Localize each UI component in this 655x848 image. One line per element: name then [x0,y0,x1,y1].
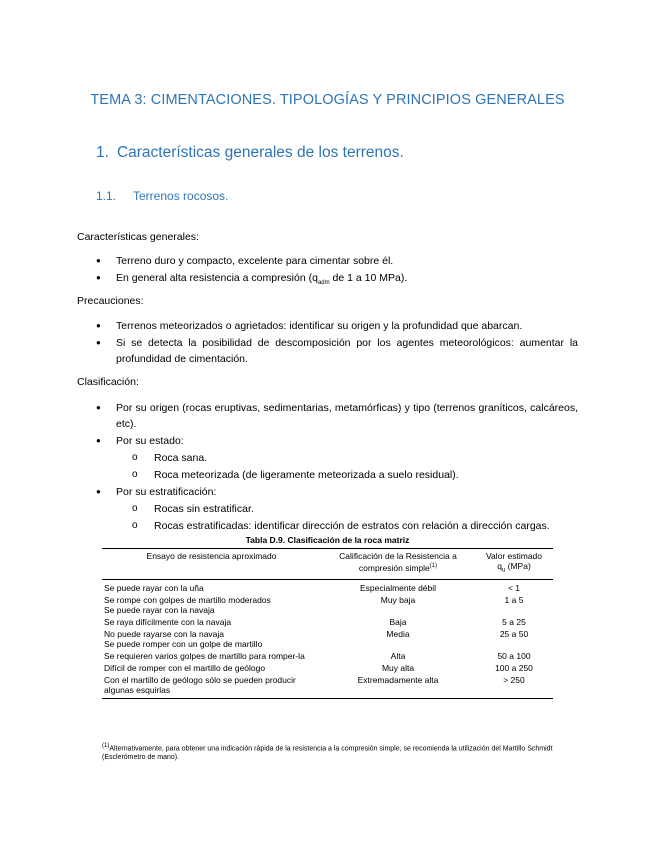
precauciones-list [96,318,578,368]
table-row: Difícil de romper con el martillo de geólogo Muy alta 100 a 250 [104,662,533,673]
table-row: Se raya difícilmente con la navaja Baja 5 a 25 [104,616,526,627]
sub-list-item: o Roca sana. [116,450,578,466]
section-number: 1. [96,144,109,161]
subsection-number: 1.1. [96,189,117,203]
list-item: ● Por su estado: o Roca sana. o Roca meteorizada (de ligeramente meteorizada a suelo residual). [96,433,578,483]
sub-list-item: o Rocas sin estratificar. [116,501,578,517]
list-item: ● Terreno duro y compacto, excelente para cimentar sobre él. [96,253,578,269]
table-row: Se puede rayar con la uña Especialmente débil < 1 [104,582,521,593]
table-row: No puede rayarse con la navaja Se puede romper con un golpe de martillo Media 25 a 50 [104,628,529,649]
sub-list-item: o Roca meteorizada (de ligeramente meteorizada a suelo residual). [116,467,578,483]
section-heading [96,144,404,162]
estratificacion-sublist [116,501,578,534]
estado-sublist [116,450,578,483]
precauciones-label: Precauciones: [77,295,144,307]
caracteristicas-list [96,253,578,292]
sub-list-item: o Rocas estratificadas: identificar dirección de estratos con relación a dirección cargas. [116,518,578,534]
table-row: Se requieren varios golpes de martillo para romper-la Alta 50 a 100 [104,650,531,661]
list-item: ● Por su estratificación: o Rocas sin estratificar. o Rocas estratificadas: identificar dirección de estratos con relación a dirección cargas. [96,484,578,534]
table-header-test: Ensayo de resistencia aproximado [102,549,321,580]
table-header-value: Valor estimado $q_u$ (MPa) [475,549,553,580]
subsection-label: Terrenos rocosos. [133,189,229,203]
table-caption: Tabla D.9. Clasificación de la roca matriz [245,535,410,545]
list-item: ● Terrenos meteorizados o agrietados: identificar su origen y la profundidad que abarcan. [96,318,578,334]
list-item: ● Si se detecta la posibilidad de descomposición por los agentes meteorológicos: aumentar la profundidad de cimentación. [96,335,578,367]
table-header-rating: Calificación de la Resistencia a compresión simple$^{(1)}$ [321,549,475,580]
subsection-heading [96,189,228,203]
table-footnote: $^{(1)}$Alternativamente, para obtener una indicación rápida de la resistencia a la compresión simple, se recomienda la utilización del Martillo Schmidt (Esclerómetro de mano). [102,743,553,762]
clasificacion-list [96,400,578,535]
caracteristicas-label: Características generales: [77,231,199,243]
page-title: TEMA 3: CIMENTACIONES. TIPOLOGÍAS Y PRINCIPIOS GENERALES [90,92,565,108]
table-row: Se rompe con golpes de martillo moderados Se puede rayar con la navaja Muy baja 1 a 5 [104,594,524,615]
rock-classification-table [102,535,553,699]
table-row: Con el martillo de geólogo sólo se pueden producir algunas esquirlas Extremadamente alta > 250 [102,674,553,699]
clasificacion-label: Clasificación: [77,376,139,388]
list-item: ● Por su origen (rocas eruptivas, sedimentarias, metamórficas) y tipo (terrenos graníticos, calcáreos, etc). [96,400,578,432]
list-item: ● En general alta resistencia a compresión ($q_{adm}$ de 1 a 10 MPa). [96,270,578,291]
section-label: Características generales de los terrenos. [116,144,404,161]
